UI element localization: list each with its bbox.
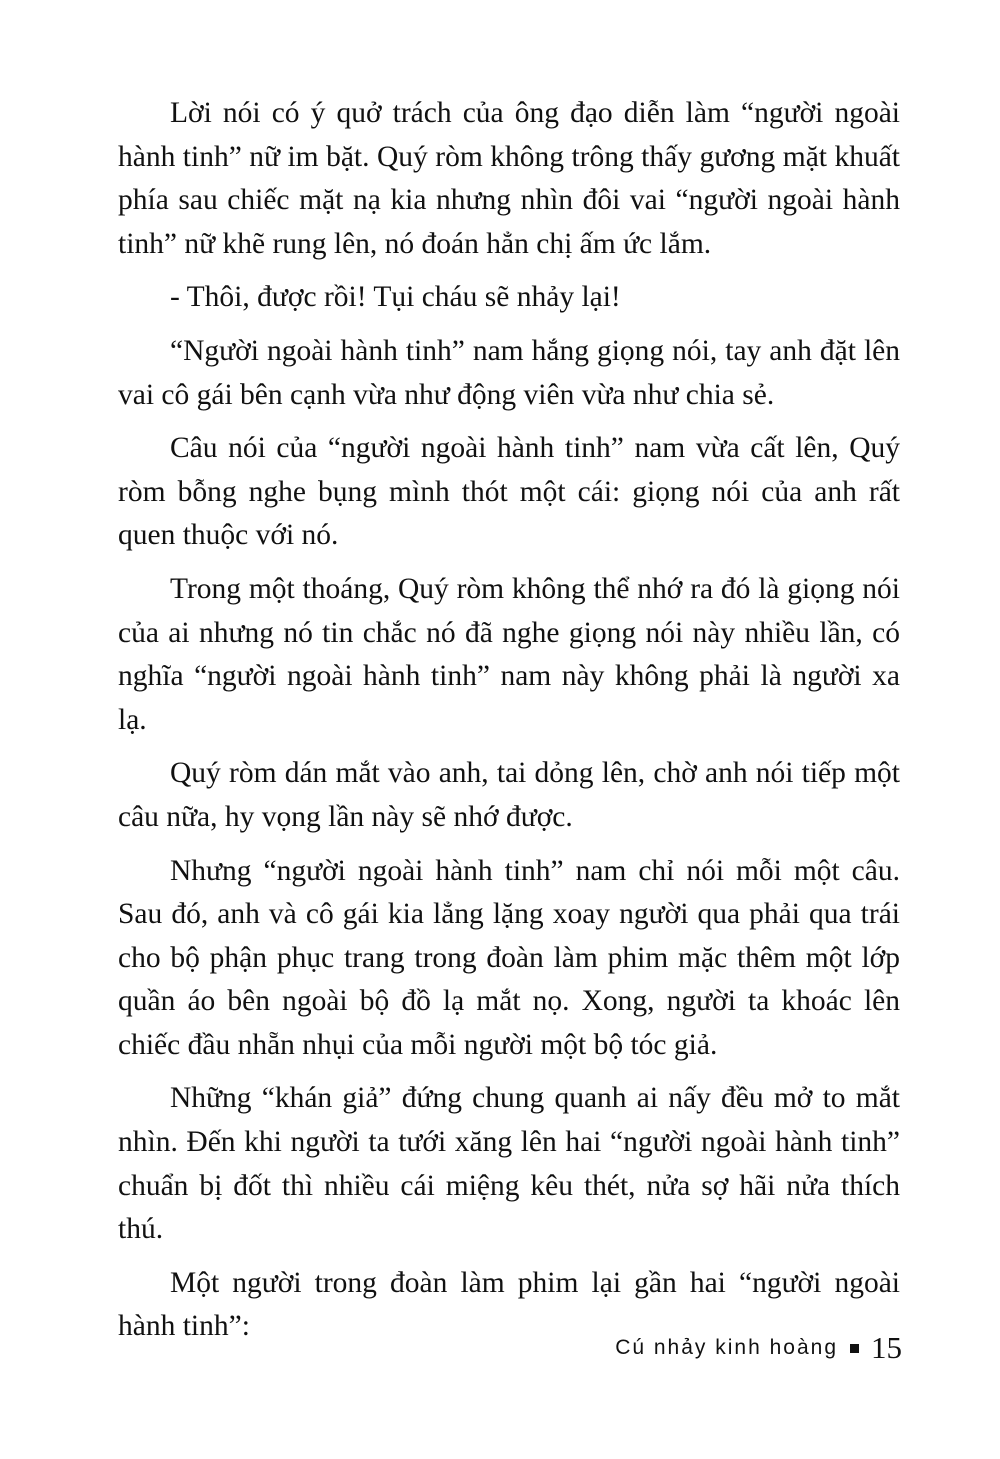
- paragraph: Câu nói của “người ngoài hành tinh” nam vừa cất lên, Quý ròm bỗng nghe bụng mình thót một cái: giọng nói của anh rất quen thuộc với nó.: [118, 432, 900, 552]
- paragraph: Lời nói có ý quở trách của ông đạo diễn làm “người ngoài hành tinh” nữ im bặt. Quý ròm không trông thấy gương mặt khuất phía sau chiếc mặt nạ kia nhưng nhìn đôi vai “người ngoài hành tinh” nữ khẽ rung lên, nó đoán hẳn chị ấm ức lắm.: [118, 97, 900, 260]
- paragraph: Những “khán giả” đứng chung quanh ai nấy đều mở to mắt nhìn. Đến khi người ta tưới xăng lên hai “người ngoài hành tinh” chuẩn bị đốt thì nhiều cái miệng kêu thét, nửa sợ hãi nửa thích thú.: [118, 1082, 900, 1246]
- running-footer: [615, 1330, 902, 1366]
- paragraph: - Thôi, được rồi! Tụi cháu sẽ nhảy lại!: [170, 281, 621, 314]
- body-text: [118, 92, 900, 1359]
- book-title: Cú nhảy kinh hoàng: [615, 1336, 838, 1359]
- paragraph: “Người ngoài hành tinh” nam hắng giọng nói, tay anh đặt lên vai cô gái bên cạnh vừa như động viên vừa như chia sẻ.: [118, 334, 900, 411]
- page-number: 15: [871, 1330, 902, 1365]
- paragraph: Quý ròm dán mắt vào anh, tai dỏng lên, chờ anh nói tiếp một câu nữa, hy vọng lần này sẽ nhớ được.: [118, 757, 900, 833]
- paragraph: Trong một thoáng, Quý ròm không thể nhớ ra đó là giọng nói của ai nhưng nó tin chắc nó đã nghe giọng nói này nhiều lần, có nghĩa “người ngoài hành tinh” nam này không phải là người xa lạ.: [118, 572, 900, 736]
- paragraph: Nhưng “người ngoài hành tinh” nam chỉ nói mỗi một câu. Sau đó, anh và cô gái kia lẳng lặng xoay người qua phải qua trái cho bộ phận phục trang trong đoàn làm phim mặc thêm một lớp quần áo bên ngoài bộ đồ lạ mắt nọ. Xong, người ta khoác lên chiếc đầu nhẵn nhụi của mỗi người một bộ tóc giả.: [118, 854, 900, 1061]
- square-bullet-icon: [850, 1344, 859, 1353]
- paragraph: Một người trong đoàn làm phim lại gần hai “người ngoài hành tinh”:: [118, 1266, 900, 1343]
